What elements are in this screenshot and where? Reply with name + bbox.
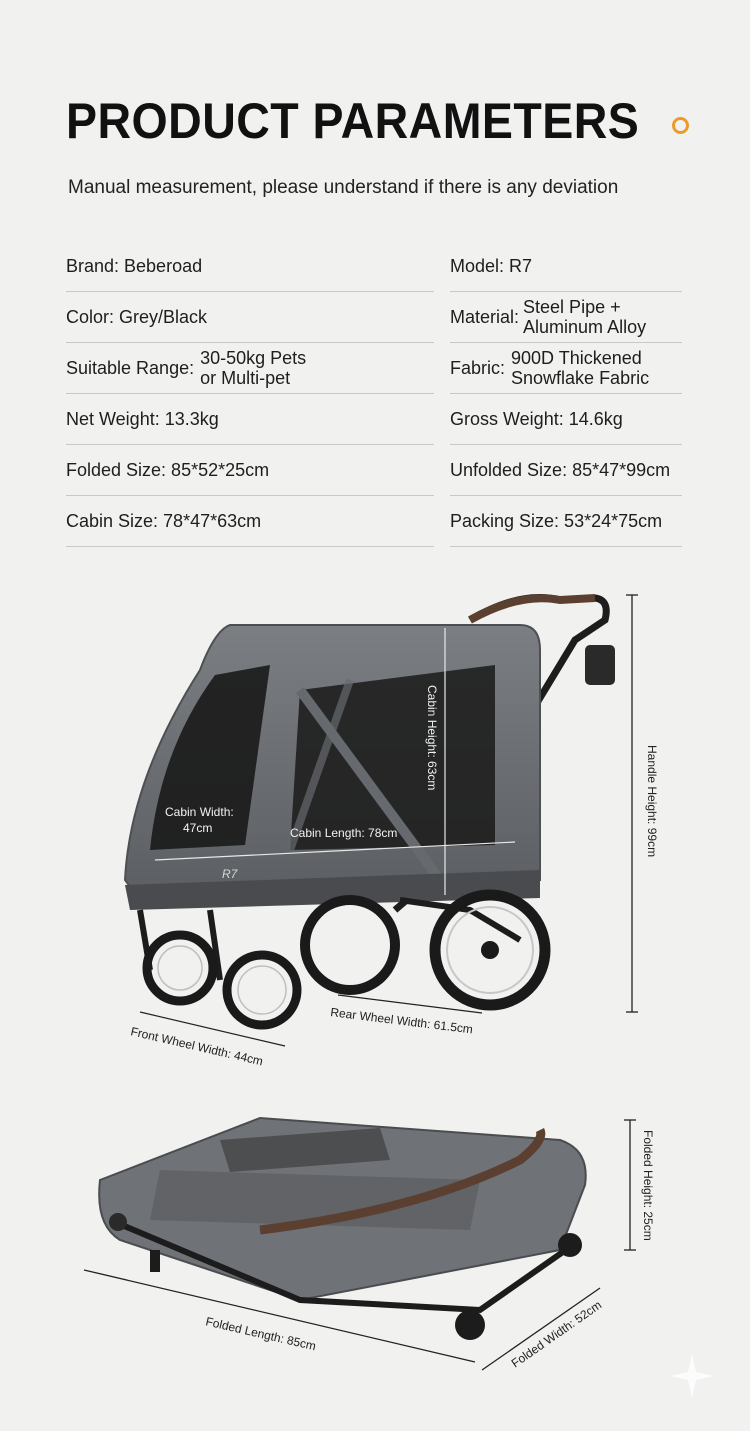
handle-height-label: Handle Height: 99cm (645, 745, 659, 858)
spec-model (450, 241, 682, 292)
spec-color (66, 292, 434, 343)
spec-net-weight (66, 394, 434, 445)
spec-gross-weight-text: Gross Weight: 14.6kg (450, 408, 623, 429)
folded-height-label: Folded Height: 25cm (641, 1130, 655, 1241)
cup-holder (585, 645, 615, 685)
cabin-length-label: Cabin Length: 78cm (290, 826, 398, 840)
spec-range-line2: or Multi-pet (200, 368, 291, 388)
folded-width-label: Folded Width: 52cm (508, 1297, 605, 1371)
spec-net-weight-text: Net Weight: 13.3kg (66, 408, 219, 429)
spec-gross-weight (450, 394, 682, 445)
spec-color-text: Color: Grey/Black (66, 306, 208, 327)
spec-cabin-size-text: Cabin Size: 78*47*63cm (66, 510, 262, 531)
spec-folded-size (66, 445, 434, 496)
cabin-height-label: Cabin Height: 63cm (425, 685, 439, 791)
spec-model-text: Model: R7 (450, 255, 533, 276)
folded-wheel-1 (455, 1310, 485, 1340)
spec-range-label: Suitable Range: (66, 357, 195, 378)
spec-unfolded-size (450, 445, 682, 496)
stroller-folded-illustration (0, 1100, 750, 1400)
folded-foot (150, 1250, 160, 1272)
spec-fabric (450, 343, 682, 394)
rear-wheel-back (305, 900, 395, 990)
spec-brand (66, 241, 434, 292)
front-wheel-width-label: Front Wheel Width: 44cm (129, 1024, 265, 1069)
spec-fabric-line1: 900D Thickened (511, 348, 642, 368)
spec-material-line2: Aluminum Alloy (523, 317, 647, 337)
ring-icon (672, 117, 689, 134)
spec-cabin-size (66, 496, 434, 547)
cabin-width-label-2: 47cm (183, 821, 213, 835)
folded-wheel-2 (558, 1233, 582, 1257)
cabin-width-label-1: Cabin Width: (165, 805, 234, 819)
spec-material-label: Material: (450, 306, 520, 327)
brand-mark: R7 (222, 867, 238, 881)
folded-latch (109, 1213, 127, 1231)
page-subtitle: Manual measurement, please understand if there is any deviation (68, 177, 619, 198)
page-title: PRODUCT PARAMETERS (66, 93, 640, 149)
spec-material (450, 292, 682, 343)
spec-brand-text: Brand: Beberoad (66, 255, 203, 276)
spec-folded-size-text: Folded Size: 85*52*25cm (66, 459, 270, 480)
folded-length-label: Folded Length: 85cm (204, 1314, 318, 1354)
sparkle-icon (668, 1352, 716, 1400)
spec-fabric-line2: Snowflake Fabric (511, 368, 650, 388)
rear-wheel-width-label: Rear Wheel Width: 61.5cm (329, 1005, 474, 1037)
spec-fabric-label: Fabric: (450, 357, 506, 378)
spec-packing-size (450, 496, 682, 547)
spec-unfolded-size-text: Unfolded Size: 85*47*99cm (450, 459, 671, 480)
spec-range (66, 343, 434, 394)
spec-material-line1: Steel Pipe + (523, 297, 621, 317)
spec-packing-size-text: Packing Size: 53*24*75cm (450, 510, 663, 531)
stroller-unfolded-illustration (0, 580, 750, 1080)
spec-range-line1: 30-50kg Pets (200, 348, 307, 368)
front-wheel-left (147, 935, 213, 1001)
